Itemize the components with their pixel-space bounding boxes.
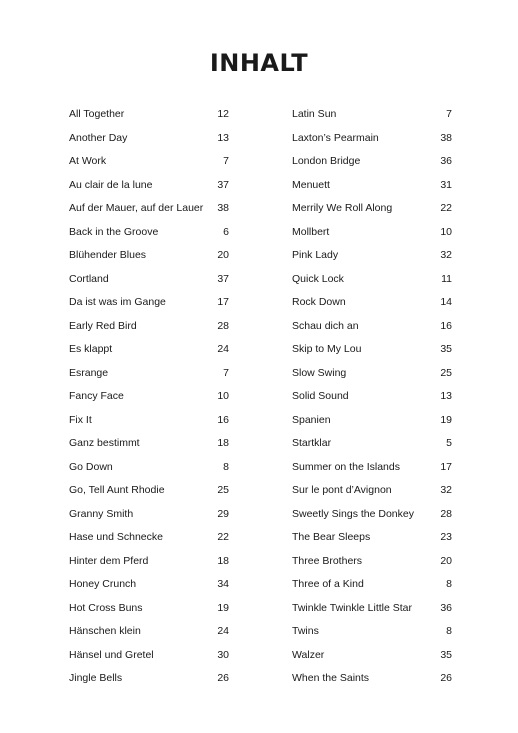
- toc-entry-title: Hase und Schnecke: [69, 531, 163, 543]
- toc-entry: [69, 503, 229, 527]
- toc-entry: [69, 620, 229, 644]
- toc-column-left: [69, 103, 229, 691]
- toc-entry-title: Menuett: [292, 178, 330, 191]
- toc-entry-page: 20: [440, 554, 452, 567]
- toc-entry-page: 32: [440, 484, 452, 496]
- toc-entry-page: 22: [440, 202, 452, 214]
- toc-entry-page: 22: [217, 531, 229, 543]
- toc-entry: [292, 597, 452, 621]
- toc-entry-title: Cortland: [69, 272, 109, 285]
- toc-entry-page: 29: [217, 507, 229, 520]
- toc-entry-page: 16: [440, 319, 452, 332]
- toc-entry-title: Another Day: [69, 131, 128, 144]
- toc-entry: [69, 338, 229, 362]
- toc-entry-page: 8: [223, 460, 229, 473]
- toc-entry: [292, 291, 452, 315]
- toc-entry-title: Quick Lock: [292, 272, 344, 285]
- toc-entry: [69, 291, 229, 315]
- toc-entry: [69, 197, 229, 221]
- toc-entry: [292, 197, 452, 221]
- toc-entry: [292, 127, 452, 151]
- toc-entry: [292, 174, 452, 198]
- toc-entry: [292, 479, 452, 503]
- toc-entry-title: Hot Cross Buns: [69, 601, 143, 614]
- toc-entry: [292, 315, 452, 339]
- toc-entry: [292, 456, 452, 480]
- toc-entry-page: 31: [440, 178, 452, 191]
- toc-entry: [292, 667, 452, 691]
- toc-entry-title: Solid Sound: [292, 390, 349, 402]
- toc-entry-page: 13: [440, 390, 452, 402]
- toc-entry-page: 19: [440, 413, 452, 426]
- toc-entry-page: 38: [440, 131, 452, 144]
- toc-entry-title: Sur le pont d’Avignon: [292, 484, 392, 496]
- toc-entry-page: 26: [440, 672, 452, 684]
- toc-entry-title: Startklar: [292, 437, 332, 449]
- toc-entry-page: 13: [217, 131, 229, 144]
- toc-entry-title: Auf der Mauer, auf der Lauer: [69, 202, 204, 214]
- toc-entry: [292, 385, 452, 409]
- toc-entry-page: 19: [217, 601, 229, 614]
- toc-entry: [292, 550, 452, 574]
- toc-entry-page: 8: [446, 625, 452, 637]
- toc-entry-title: Merrily We Roll Along: [292, 202, 393, 214]
- toc-entry-page: 25: [440, 366, 452, 379]
- toc-entry-title: Rock Down: [292, 296, 346, 308]
- toc-entry-title: Early Red Bird: [69, 319, 137, 332]
- toc-entry-page: 37: [217, 178, 229, 191]
- toc-entry-title: Spanien: [292, 413, 331, 426]
- toc-entry-title: Jingle Bells: [69, 672, 123, 684]
- toc-entry-title: Da ist was im Gange: [69, 296, 166, 308]
- toc-entry-page: 10: [440, 225, 452, 238]
- toc-entry-title: Twinkle Twinkle Little Star: [292, 601, 413, 614]
- toc-entry-title: When the Saints: [292, 672, 370, 684]
- toc-entry: [69, 667, 229, 691]
- toc-entry: [292, 221, 452, 245]
- toc-entry: [69, 362, 229, 386]
- toc-entry-page: 34: [217, 578, 229, 590]
- toc-entry-page: 14: [440, 296, 452, 308]
- toc-entry-title: Ganz bestimmt: [69, 437, 140, 449]
- toc-entry-title: At Work: [69, 155, 107, 167]
- toc-entry-page: 25: [217, 484, 229, 496]
- toc-entry: [69, 644, 229, 668]
- toc-entry: [69, 385, 229, 409]
- toc-entry: [292, 409, 452, 433]
- toc-entry-page: 18: [217, 437, 229, 449]
- toc-entry-page: 37: [217, 272, 229, 285]
- toc-entry-page: 20: [217, 249, 229, 261]
- toc-entry-page: 32: [440, 249, 452, 261]
- toc-entry-page: 38: [217, 202, 229, 214]
- toc-entry: [292, 150, 452, 174]
- toc-entry-title: Sweetly Sings the Donkey: [292, 507, 414, 520]
- toc-entry-title: The Bear Sleeps: [292, 531, 371, 543]
- toc-entry: [292, 362, 452, 386]
- toc-entry-title: London Bridge: [292, 155, 361, 167]
- toc-entry-title: Walzer: [292, 648, 325, 661]
- toc-entry: [69, 174, 229, 198]
- toc-entry: [292, 103, 452, 127]
- toc-entry: [292, 620, 452, 644]
- toc-entry: [69, 221, 229, 245]
- toc-entry: [292, 526, 452, 550]
- toc-entry-title: Latin Sun: [292, 108, 337, 120]
- toc-entry-title: Three of a Kind: [292, 578, 364, 590]
- toc-entry: [69, 526, 229, 550]
- toc-entry-page: 35: [440, 343, 452, 355]
- toc-entry-title: Twins: [292, 625, 319, 637]
- toc-entry: [69, 244, 229, 268]
- toc-entry-title: Au clair de la lune: [69, 178, 153, 191]
- toc-entry-title: Back in the Groove: [69, 225, 159, 238]
- toc-entry: [292, 432, 452, 456]
- toc-entry-page: 23: [440, 531, 452, 543]
- toc-entry: [292, 244, 452, 268]
- toc-entry: [69, 479, 229, 503]
- toc-entry-title: Mollbert: [292, 225, 330, 238]
- toc-entry-page: 7: [223, 366, 229, 379]
- toc-entry: [69, 550, 229, 574]
- toc-entry-title: Skip to My Lou: [292, 343, 362, 355]
- toc-entry: [292, 338, 452, 362]
- toc-entry: [69, 456, 229, 480]
- toc-entry: [69, 409, 229, 433]
- toc-entry: [69, 573, 229, 597]
- toc-entry: [292, 573, 452, 597]
- toc-entry-title: Hänsel und Gretel: [69, 648, 154, 661]
- toc-entry-page: 6: [223, 225, 229, 238]
- toc-entry-title: Fancy Face: [69, 390, 124, 402]
- toc-entry-page: 28: [440, 507, 452, 520]
- toc-entry-title: Hänschen klein: [69, 625, 141, 637]
- toc-entry-page: 7: [446, 108, 452, 120]
- toc-entry-title: Honey Crunch: [69, 578, 137, 590]
- toc-entry-page: 5: [446, 437, 452, 449]
- toc-entry: [292, 268, 452, 292]
- toc-entry-title: Three Brothers: [292, 554, 363, 567]
- toc-entry-title: All Together: [69, 108, 125, 120]
- toc-entry-page: 24: [217, 625, 229, 637]
- toc-entry-page: 28: [217, 319, 229, 332]
- toc-entry-page: 11: [441, 272, 452, 285]
- toc-entry-page: 17: [217, 296, 229, 308]
- toc-entry-page: 17: [440, 460, 452, 473]
- toc-entry-page: 16: [217, 413, 229, 426]
- toc-entry-title: Hinter dem Pferd: [69, 554, 149, 567]
- toc-entry-page: 30: [217, 648, 229, 661]
- toc-entry-page: 26: [217, 672, 229, 684]
- toc-entry: [69, 127, 229, 151]
- toc-entry-title: Laxton’s Pearmain: [292, 131, 379, 144]
- toc-entry-title: Go Down: [69, 460, 113, 473]
- toc-entry-page: 24: [217, 343, 229, 355]
- toc-entry-page: 36: [440, 155, 452, 167]
- toc-entry-title: Summer on the Islands: [292, 460, 400, 473]
- toc-entry: [69, 150, 229, 174]
- toc-entry: [69, 103, 229, 127]
- toc-entry-title: Slow Swing: [292, 366, 347, 379]
- toc-entry-title: Esrange: [69, 366, 109, 379]
- toc-entry-page: 10: [217, 390, 229, 402]
- page-title: INHALT: [209, 49, 309, 77]
- toc-entry: [292, 503, 452, 527]
- toc-entry-title: Fix It: [69, 413, 92, 426]
- toc-entry-title: Schau dich an: [292, 319, 359, 332]
- toc-column-right: [292, 103, 452, 691]
- toc-entry: [292, 644, 452, 668]
- toc-entry-page: 36: [440, 601, 452, 614]
- toc-entry-title: Blühender Blues: [69, 249, 147, 261]
- toc-entry: [69, 268, 229, 292]
- toc-entry-page: 35: [440, 648, 452, 661]
- toc-entry-title: Pink Lady: [292, 249, 339, 261]
- toc-entry: [69, 315, 229, 339]
- toc-entry-title: Granny Smith: [69, 507, 134, 520]
- toc-entry-page: 12: [217, 108, 229, 120]
- toc-entry-title: Es klappt: [69, 343, 113, 355]
- toc-entry: [69, 597, 229, 621]
- toc-entry-page: 18: [217, 554, 229, 567]
- toc-entry-page: 7: [223, 155, 229, 167]
- toc-entry-title: Go, Tell Aunt Rhodie: [69, 484, 165, 496]
- toc-entry-page: 8: [446, 578, 452, 590]
- toc-entry: [69, 432, 229, 456]
